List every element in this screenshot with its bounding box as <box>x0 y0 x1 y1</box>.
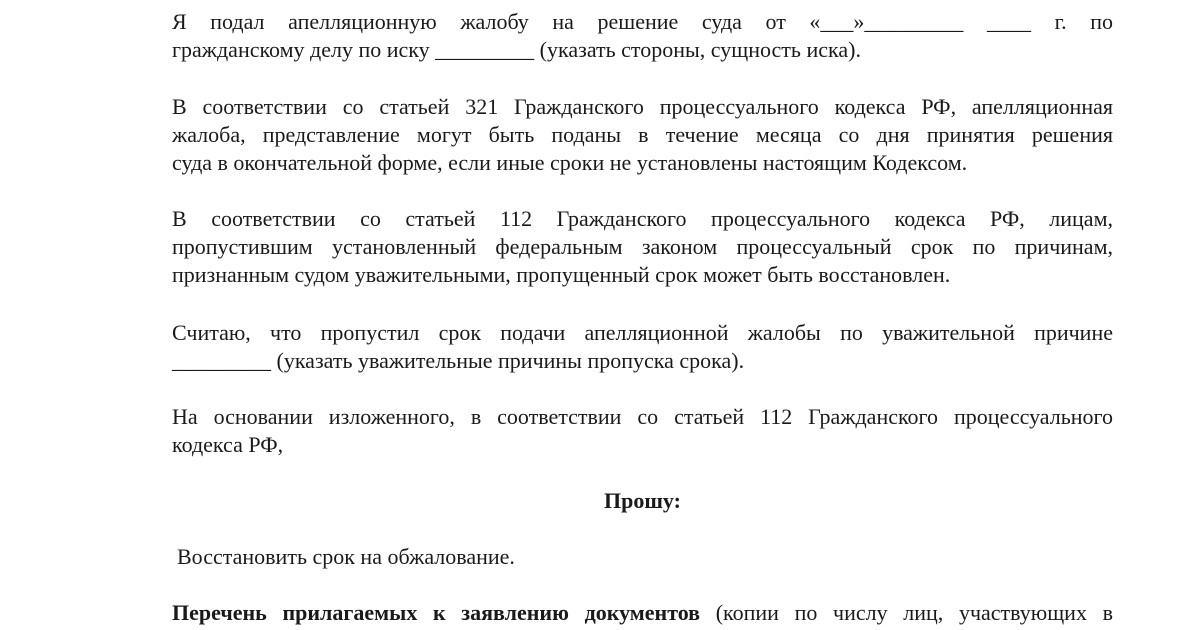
text-line: признанным судом уважительными, пропущенный срок может быть восстановлен. <box>172 262 951 287</box>
text-line: пропустившим установленный федеральным законом процессуальный срок по причинам, <box>172 234 1113 259</box>
text-line: суда в окончательной форме, если иные сроки не установлены настоящим Кодексом. <box>172 150 968 175</box>
text-line: На основании изложенного, в соответствии со статьей 112 Гражданского процессуального <box>172 404 1113 429</box>
paragraph-attachments <box>172 599 1113 627</box>
text-line: кодекса РФ, <box>172 432 284 457</box>
text-line <box>172 599 1113 627</box>
paragraph-appeal-filed <box>172 8 1113 64</box>
text-line: жалоба, представление могут быть поданы в течение месяца со дня принятия решения <box>172 122 1113 147</box>
attachments-label: Перечень прилагаемых к заявлению документов <box>172 600 701 625</box>
text-line: В соответствии со статьей 321 Гражданского процессуального кодекса РФ, апелляционная <box>172 94 1113 119</box>
request-item: Восстановить срок на обжалование. <box>177 544 515 569</box>
text-line: _________ (указать уважительные причины пропуска срока). <box>172 348 745 373</box>
text-line: Считаю, что пропустил срок подачи апелляционной жалобы по уважительной причине <box>172 320 1113 345</box>
paragraph-based-on <box>172 403 1113 459</box>
request-heading: Прошу: <box>604 488 681 513</box>
paragraph-article-112 <box>172 205 1113 289</box>
paragraph-valid-reason <box>172 319 1113 375</box>
text-line: гражданскому делу по иску _________ (указать стороны, сущность иска). <box>172 37 861 62</box>
attachments-note: (копии по числу лиц, участвующих в <box>700 600 1113 625</box>
text-line: В соответствии со статьей 112 Гражданского процессуального кодекса РФ, лицам, <box>172 206 1113 231</box>
paragraph-article-321 <box>172 93 1113 177</box>
text-line: Я подал апелляционную жалобу на решение суда от «___»_________ ____ г. по <box>172 9 1113 34</box>
